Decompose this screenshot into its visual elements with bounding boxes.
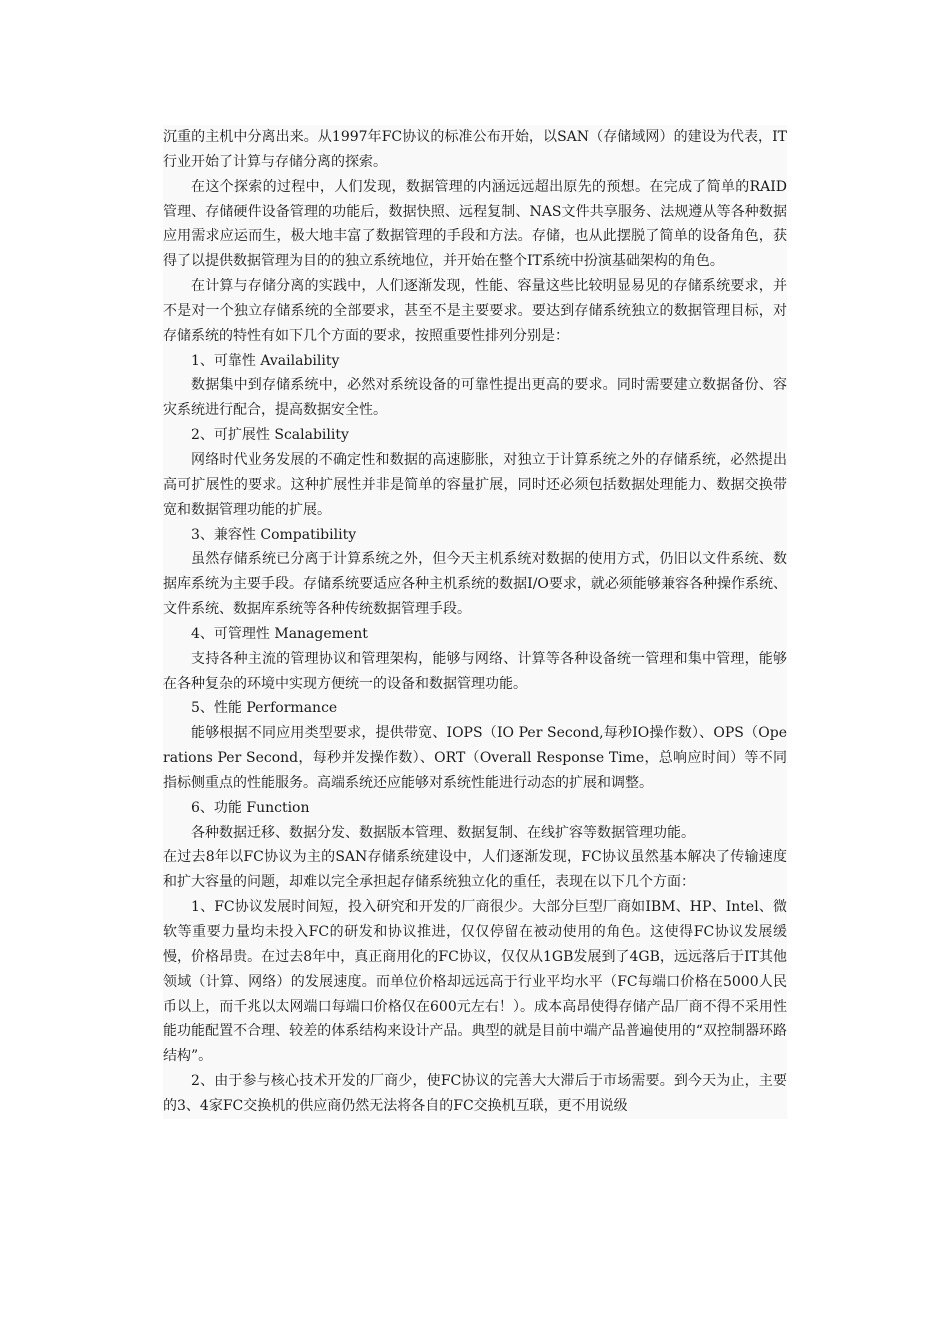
paragraph: 各种数据迁移、数据分发、数据版本管理、数据复制、在线扩容等数据管理功能。 <box>191 824 695 841</box>
document-body <box>163 125 787 1119</box>
paragraph: 在过去8年以FC协议为主的SAN存储系统建设中，人们逐渐发现，FC协议虽然基本解决了传输速度和扩大容量的问题，却难以完全承担起存储系统独立化的重任，表现在以下几个方面： <box>163 849 787 891</box>
section-heading: 6、功能 Function <box>191 799 310 816</box>
paragraph: 数据集中到存储系统中，必然对系统设备的可靠性提出更高的要求。同时需要建立数据备份、容灾系统进行配合，提高数据安全性。 <box>163 377 787 419</box>
paragraph: 在计算与存储分离的实践中，人们逐渐发现，性能、容量这些比较明显易见的存储系统要求，并不是对一个独立存储系统的全部要求，甚至不是主要要求。要达到存储系统独立的数据管理目标，对存储系统的特性有如下几个方面的要求，按照重要性排列分别是： <box>163 278 787 344</box>
paragraph: 网络时代业务发展的不确定性和数据的高速膨胀，对独立于计算系统之外的存储系统，必然提出高可扩展性的要求。这种扩展性并非是简单的容量扩展，同时还必须包括数据处理能力、数据交换带宽和数据管理功能的扩展。 <box>163 451 787 518</box>
paragraph: 能够根据不同应用类型要求，提供带宽、IOPS（IO Per Second,每秒IO操作数）、OPS（Operations Per Second，每秒并发操作数）、ORT（Overall Response Time，总响应时间）等不同指标侧重点的性能服务。高端系统还应能够对系统性能进行动态的扩展和调整。 <box>163 725 787 791</box>
paragraph: 虽然存储系统已分离于计算系统之外，但今天主机系统对数据的使用方式，仍旧以文件系统、数据库系统为主要手段。存储系统要适应各种主机系统的数据I/O要求，就必须能够兼容各种操作系统、文件系统、数据库系统等各种传统数据管理手段。 <box>163 551 787 618</box>
paragraph: 在这个探索的过程中，人们发现，数据管理的内涵远远超出原先的预想。在完成了简单的RAID管理、存储硬件设备管理的功能后，数据快照、远程复制、NAS文件共享服务、法规遵从等各种数据应用需求应运而生，极大地丰富了数据管理的手段和方法。存储，也从此摆脱了简单的设备角色，获得了以提供数据管理为目的的独立系统地位，并开始在整个IT系统中扮演基础架构的角色。 <box>163 178 787 270</box>
paragraph: 支持各种主流的管理协议和管理架构，能够与网络、计算等各种设备统一管理和集中管理，能够在各种复杂的环境中实现方便统一的设备和数据管理功能。 <box>163 650 787 692</box>
paragraph: 2、由于参与核心技术开发的厂商少，使FC协议的完善大大滞后于市场需要。到今天为止，主要的3、4家FC交换机的供应商仍然无法将各自的FC交换机互联，更不用说级 <box>163 1073 787 1114</box>
section-heading: 3、兼容性 Compatibility <box>191 526 357 543</box>
section-heading: 4、可管理性 Management <box>191 625 368 642</box>
section-heading: 5、性能 Performance <box>191 700 338 717</box>
section-heading: 1、可靠性 Availability <box>191 352 340 369</box>
paragraph: 1、FC协议发展时间短，投入研究和开发的厂商很少。大部分巨型厂商如IBM、HP、Intel、微软等重要力量均未投入FC的研发和协议推进，仅仅停留在被动使用的角色。这使得FC协议发展缓慢，价格昂贵。在过去8年中，真正商用化的FC协议，仅仅从1GB发展到了4GB，远远落后于IT其他领域（计算、网络）的发展速度。而单位价格却远远高于行业平均水平（FC每端口价格在5000人民币以上，而千兆以太网端口每端口价格仅在600元左右！）。成本高昂使得存储产品厂商不得不采用性能功能配置不合理、较差的体系结构来设计产品。典型的就是目前中端产品普遍使用的“双控制器环路结构”。 <box>163 899 787 1065</box>
section-heading: 2、可扩展性 Scalability <box>191 427 349 444</box>
paragraph: 沉重的主机中分离出来。从1997年FC协议的标准公布开始，以SAN（存储域网）的建设为代表，IT行业开始了计算与存储分离的探索。 <box>163 129 787 170</box>
